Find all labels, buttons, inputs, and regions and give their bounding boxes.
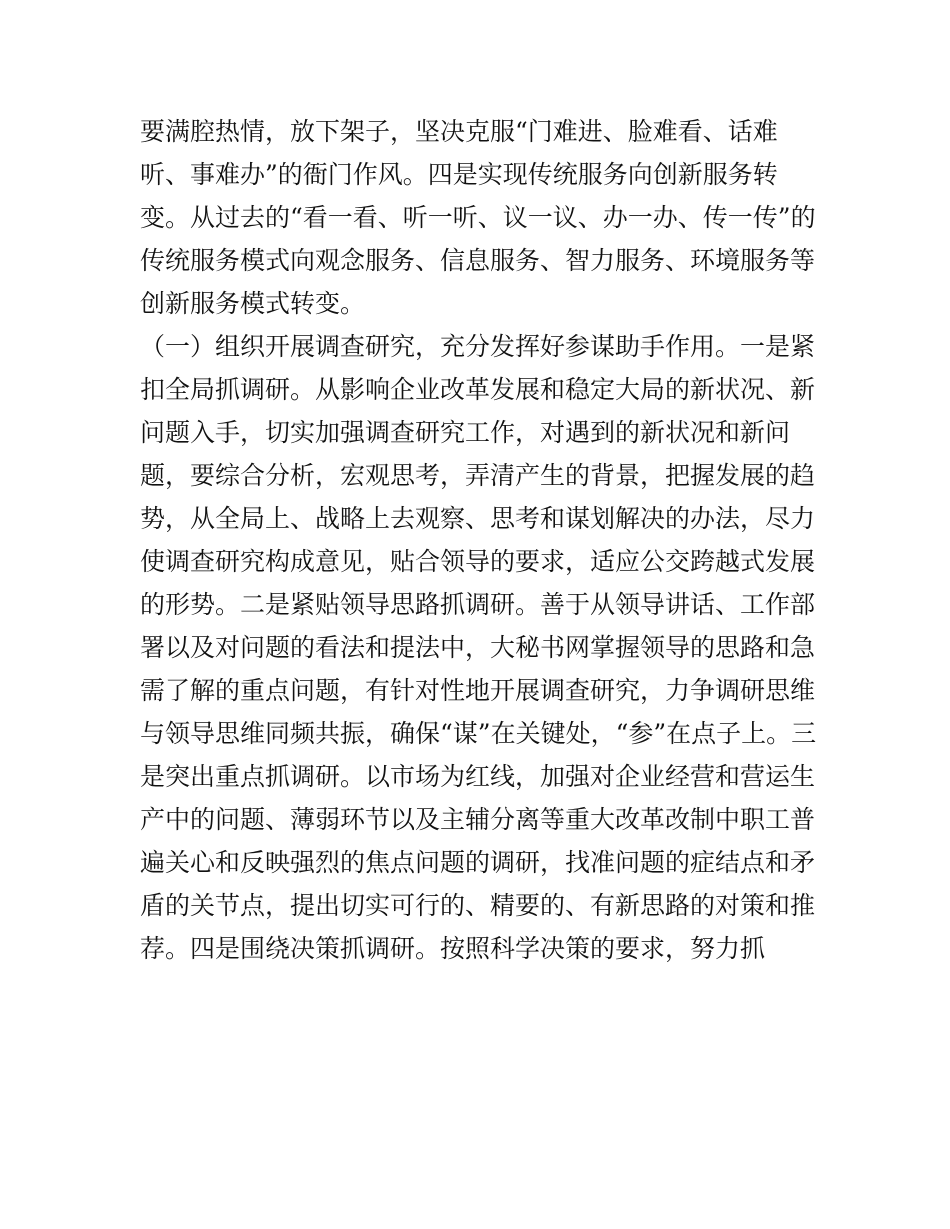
text-line: 问题入手，切实加强调查研究工作，对遇到的新状况和新问: [140, 418, 791, 447]
text-line: 盾的关节点，提出切实可行的、精要的、有新思路的对策和推: [140, 891, 816, 920]
text-line: 遍关心和反映强烈的焦点问题的调研，找准问题的症结点和矛: [140, 848, 816, 877]
text-line: 荐。四是围绕决策抓调研。按照科学决策的要求，努力抓: [140, 934, 766, 963]
text-line: 要满腔热情，放下架子，坚决克服“门难进、脸难看、话难: [140, 117, 778, 146]
text-line: 题，要综合分析，宏观思考，弄清产生的背景，把握发展的趋: [140, 461, 816, 490]
text-line: 与领导思维同频共振，确保“谋”在关键处，“参”在点子上。三: [140, 719, 817, 748]
body-text: [140, 110, 830, 970]
text-line: （一）组织开展调查研究，充分发挥好参谋助手作用。一是紧: [140, 332, 816, 361]
text-line: 创新服务模式转变。: [140, 289, 366, 318]
text-line: 的形势。二是紧贴领导思路抓调研。善于从领导讲话、工作部: [140, 590, 816, 619]
text-line: 听、事难办”的衙门作风。四是实现传统服务向创新服务转: [140, 160, 778, 189]
text-line: 产中的问题、薄弱环节以及主辅分离等重大改革改制中职工普: [140, 805, 816, 834]
text-line: 使调查研究构成意见，贴合领导的要求，适应公交跨越式发展: [140, 547, 816, 576]
text-line: 是突出重点抓调研。以市场为红线，加强对企业经营和营运生: [140, 762, 816, 791]
text-line: 势，从全局上、战略上去观察、思考和谋划解决的办法，尽力: [140, 504, 816, 533]
text-line: 需了解的重点问题，有针对性地开展调查研究，力争调研思维: [140, 676, 816, 705]
text-line: 变。从过去的“看一看、听一听、议一议、办一办、传一传”的: [140, 203, 816, 232]
text-line: 署以及对问题的看法和提法中，大秘书网掌握领导的思路和急: [140, 633, 816, 662]
text-line: 传统服务模式向观念服务、信息服务、智力服务、环境服务等: [140, 246, 816, 275]
text-line: 扣全局抓调研。从影响企业改革发展和稳定大局的新状况、新: [140, 375, 816, 404]
